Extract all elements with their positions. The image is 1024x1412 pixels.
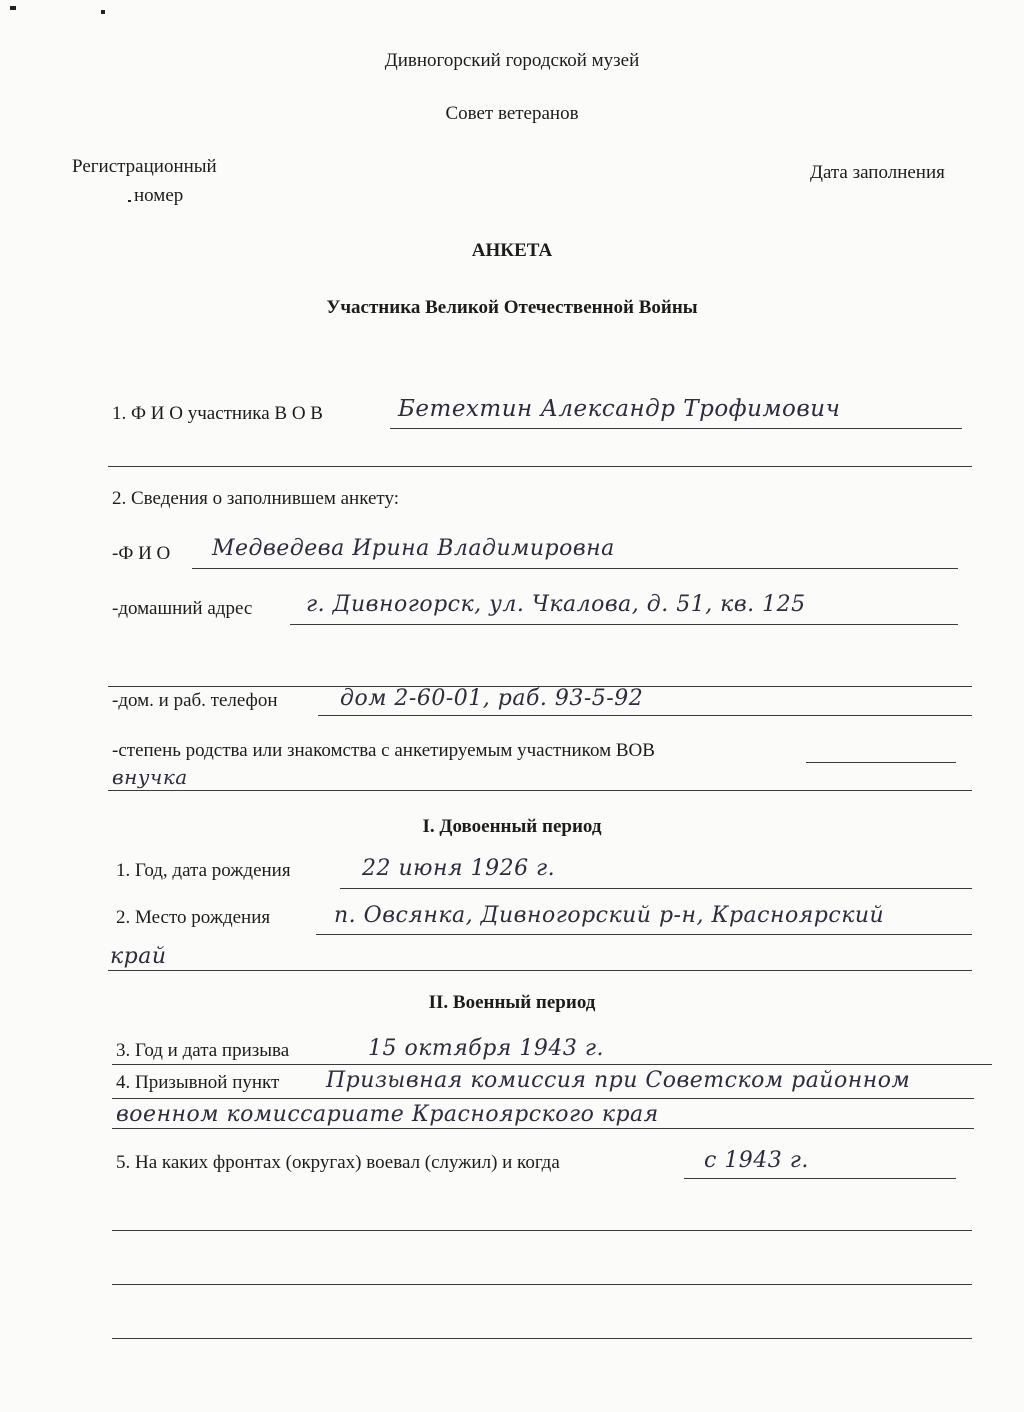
draft-point-label: 4. Призывной пункт: [116, 1072, 280, 1093]
draft-point-value[interactable]: Призывная комиссия при Советском районном: [326, 1068, 911, 1093]
fronts-underline: [684, 1178, 956, 1179]
draft-point-value-2[interactable]: военном комиссариате Красноярского края: [116, 1102, 659, 1127]
museum-name: Дивногорский городской музей: [384, 50, 640, 71]
fill-date-label: Дата заполнения: [810, 162, 945, 183]
relation-value[interactable]: внучка: [112, 765, 188, 789]
address-underline: [290, 624, 958, 625]
birth-place-value[interactable]: п. Овсянка, Дивногорский р-н, Красноярский: [334, 903, 885, 928]
filler-name-underline: [192, 568, 958, 569]
relation-label: -степень родства или знакомства с анкетируемым участником ВОВ: [112, 740, 655, 761]
phone-label: -дом. и раб. телефон: [112, 690, 278, 711]
q1-label: 1. Ф И О участника В О В: [112, 403, 323, 424]
q1-underline-2: [108, 466, 972, 467]
q1-veteran-name[interactable]: Бетехтин Александр Трофимович: [398, 396, 841, 422]
draft-date-label: 3. Год и дата призыва: [116, 1040, 290, 1061]
form-subtitle: Участника Великой Отечественной Войны: [326, 297, 698, 318]
birth-place-label: 2. Место рождения: [116, 907, 271, 928]
scan-speck: [101, 10, 105, 14]
registration-number-label: Регистрационный: [72, 156, 217, 177]
phone-value[interactable]: дом 2-60-01, раб. 93-5-92: [340, 686, 644, 711]
registration-number-label-2: номер: [134, 185, 184, 206]
address-value[interactable]: г. Дивногорск, ул. Чкалова, д. 51, кв. 125: [306, 592, 806, 617]
fronts-value[interactable]: с 1943 г.: [704, 1148, 809, 1173]
fronts-label: 5. На каких фронтах (округах) воевал (служил) и когда: [116, 1152, 560, 1173]
phone-underline: [318, 715, 972, 716]
birth-place-underline: [316, 934, 972, 935]
birth-date-underline: [340, 888, 972, 889]
filler-name-label: -Ф И О: [112, 543, 171, 564]
scan-speck: [10, 6, 16, 10]
blank-line: [112, 1284, 972, 1285]
blank-line: [112, 1230, 972, 1231]
birth-date-value[interactable]: 22 июня 1926 г.: [362, 856, 556, 881]
relation-underline: [806, 762, 956, 763]
birth-place-underline-2: [108, 970, 972, 971]
blank-line: [112, 1338, 972, 1339]
q1-underline: [390, 428, 962, 429]
form-title: АНКЕТА: [471, 240, 553, 261]
q2-label: 2. Сведения о заполнившем анкету:: [112, 488, 399, 509]
address-label: -домашний адрес: [112, 598, 253, 619]
prewar-heading: I. Довоенный период: [422, 816, 602, 837]
birth-place-value-2[interactable]: край: [110, 944, 167, 969]
draft-date-underline: [112, 1064, 992, 1065]
wartime-heading: II. Военный период: [428, 992, 596, 1013]
council-name: Совет ветеранов: [445, 103, 579, 124]
filler-name-value[interactable]: Медведева Ирина Владимировна: [212, 536, 615, 561]
scan-speck: [128, 200, 131, 202]
draft-point-underline: [112, 1098, 974, 1099]
relation-underline-2: [108, 790, 972, 791]
draft-date-value[interactable]: 15 октября 1943 г.: [368, 1036, 604, 1061]
birth-date-label: 1. Год, дата рождения: [116, 860, 291, 881]
draft-point-underline-2: [112, 1128, 974, 1129]
